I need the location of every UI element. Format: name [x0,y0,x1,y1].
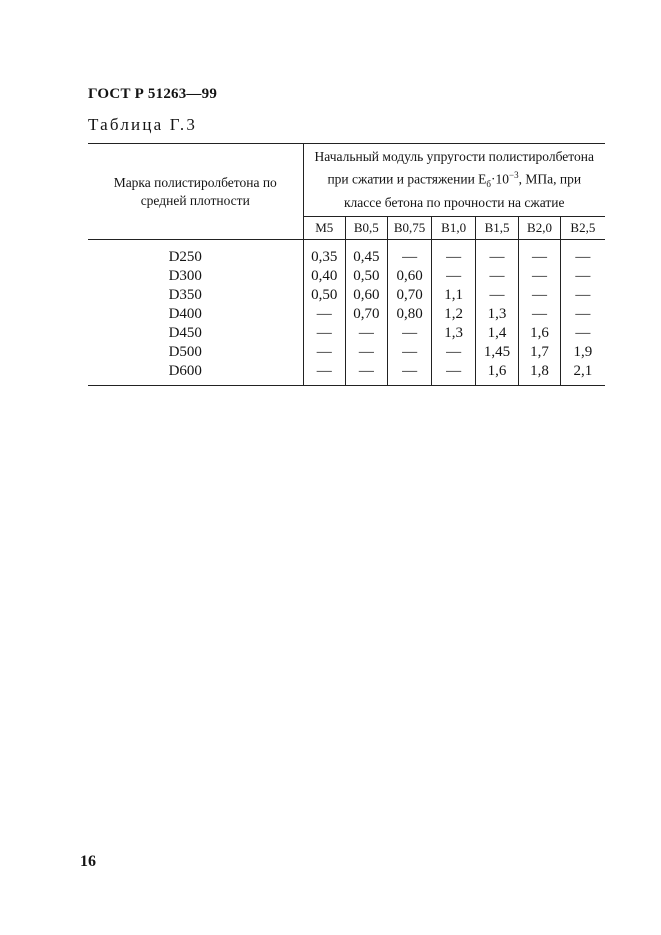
gh-text-a: при сжатии и растяжении E [327,171,487,187]
col-header-b0-75: В0,75 [387,217,432,240]
cell-value: — [475,286,518,305]
group-header-line-3: классе бетона по прочности на сжатие [343,194,565,210]
cell-value: — [475,240,518,268]
table-row [88,305,605,324]
gh-text-b: ·10 [491,171,510,187]
col-header-b2-0: В2,0 [519,217,561,240]
cell-value: — [346,343,388,362]
table-row [88,240,605,268]
row-name: D350 [88,286,303,305]
row-name: D600 [88,362,303,386]
cell-value: — [519,305,561,324]
cell-value: — [519,267,561,286]
cell-value: — [575,249,591,265]
table-row [88,267,605,286]
cell-value: — [387,343,432,362]
table-row [88,286,605,305]
cell-value: 0,35 [303,240,346,268]
cell-value: — [303,305,346,324]
cell-value: 1,8 [519,362,561,386]
row-name: D450 [88,324,303,343]
gh-subscript: б [486,179,492,190]
cell-value: 0,60 [387,267,432,286]
cell-value: — [303,362,346,386]
gh-exponent: −3 [509,170,519,181]
cell-value: 0,50 [303,286,346,305]
cell-value: — [303,343,346,362]
col-header-b1-0: В1,0 [432,217,475,240]
cell-value: 1,7 [519,343,561,362]
cell-value: 2,1 [560,362,605,386]
row-name: D250 [88,240,303,268]
row-name: D500 [88,343,303,362]
cell-value: 1,6 [475,362,518,386]
col-header-b1-5: В1,5 [475,217,518,240]
cell-value: 1,9 [573,344,593,360]
cell-value: — [387,324,432,343]
table-row [88,324,605,343]
cell-value: 1,3 [432,324,475,343]
cell-value: — [575,268,591,284]
cell-value: — [575,325,591,341]
cell-value: — [432,343,475,362]
page-number: 16 [80,853,96,870]
cell-value: — [575,306,591,322]
cell-value: — [387,240,432,268]
cell-value: 0,45 [346,240,388,268]
cell-value: 1,6 [519,324,561,343]
col-header-m5: М5 [303,217,346,240]
group-header-line-2 [308,166,602,193]
cell-value: — [519,240,561,268]
cell-value: — [432,240,475,268]
cell-value: — [575,287,591,303]
cell-value: 0,70 [346,305,388,324]
cell-value: 0,70 [387,286,432,305]
cell-value: — [387,362,432,386]
table-title: Таблица Г.3 [88,115,198,134]
cell-value: 0,80 [387,305,432,324]
group-header-line-1: Начальный модуль упругости полистиролбетона [314,149,594,165]
cell-value: 0,60 [346,286,388,305]
table-row [88,362,605,386]
row-name: D400 [88,305,303,324]
row-header-density-grade: Марка полистиролбетона по средней плотности [88,144,303,240]
cell-value: 1,4 [475,324,518,343]
cell-value: — [346,362,388,386]
elasticity-modulus-table [88,143,605,386]
cell-value: 1,2 [432,305,475,324]
gh-text-c: , МПа, при [518,171,582,187]
cell-value: 1,3 [475,305,518,324]
group-header-modulus [303,144,605,217]
cell-value: 1,45 [475,343,518,362]
cell-value: 1,1 [432,286,475,305]
cell-value: — [475,267,518,286]
cell-value: 0,40 [303,267,346,286]
document-code: ГОСТ Р 51263—99 [88,86,218,102]
cell-value: — [432,362,475,386]
cell-value: 0,50 [346,267,388,286]
cell-value: — [432,267,475,286]
col-header-b2-5: В2,5 [560,217,605,240]
cell-value: — [519,286,561,305]
col-header-b0-5: В0,5 [346,217,388,240]
cell-value: — [303,324,346,343]
row-name: D300 [88,267,303,286]
table-row [88,343,605,362]
cell-value: — [346,324,388,343]
